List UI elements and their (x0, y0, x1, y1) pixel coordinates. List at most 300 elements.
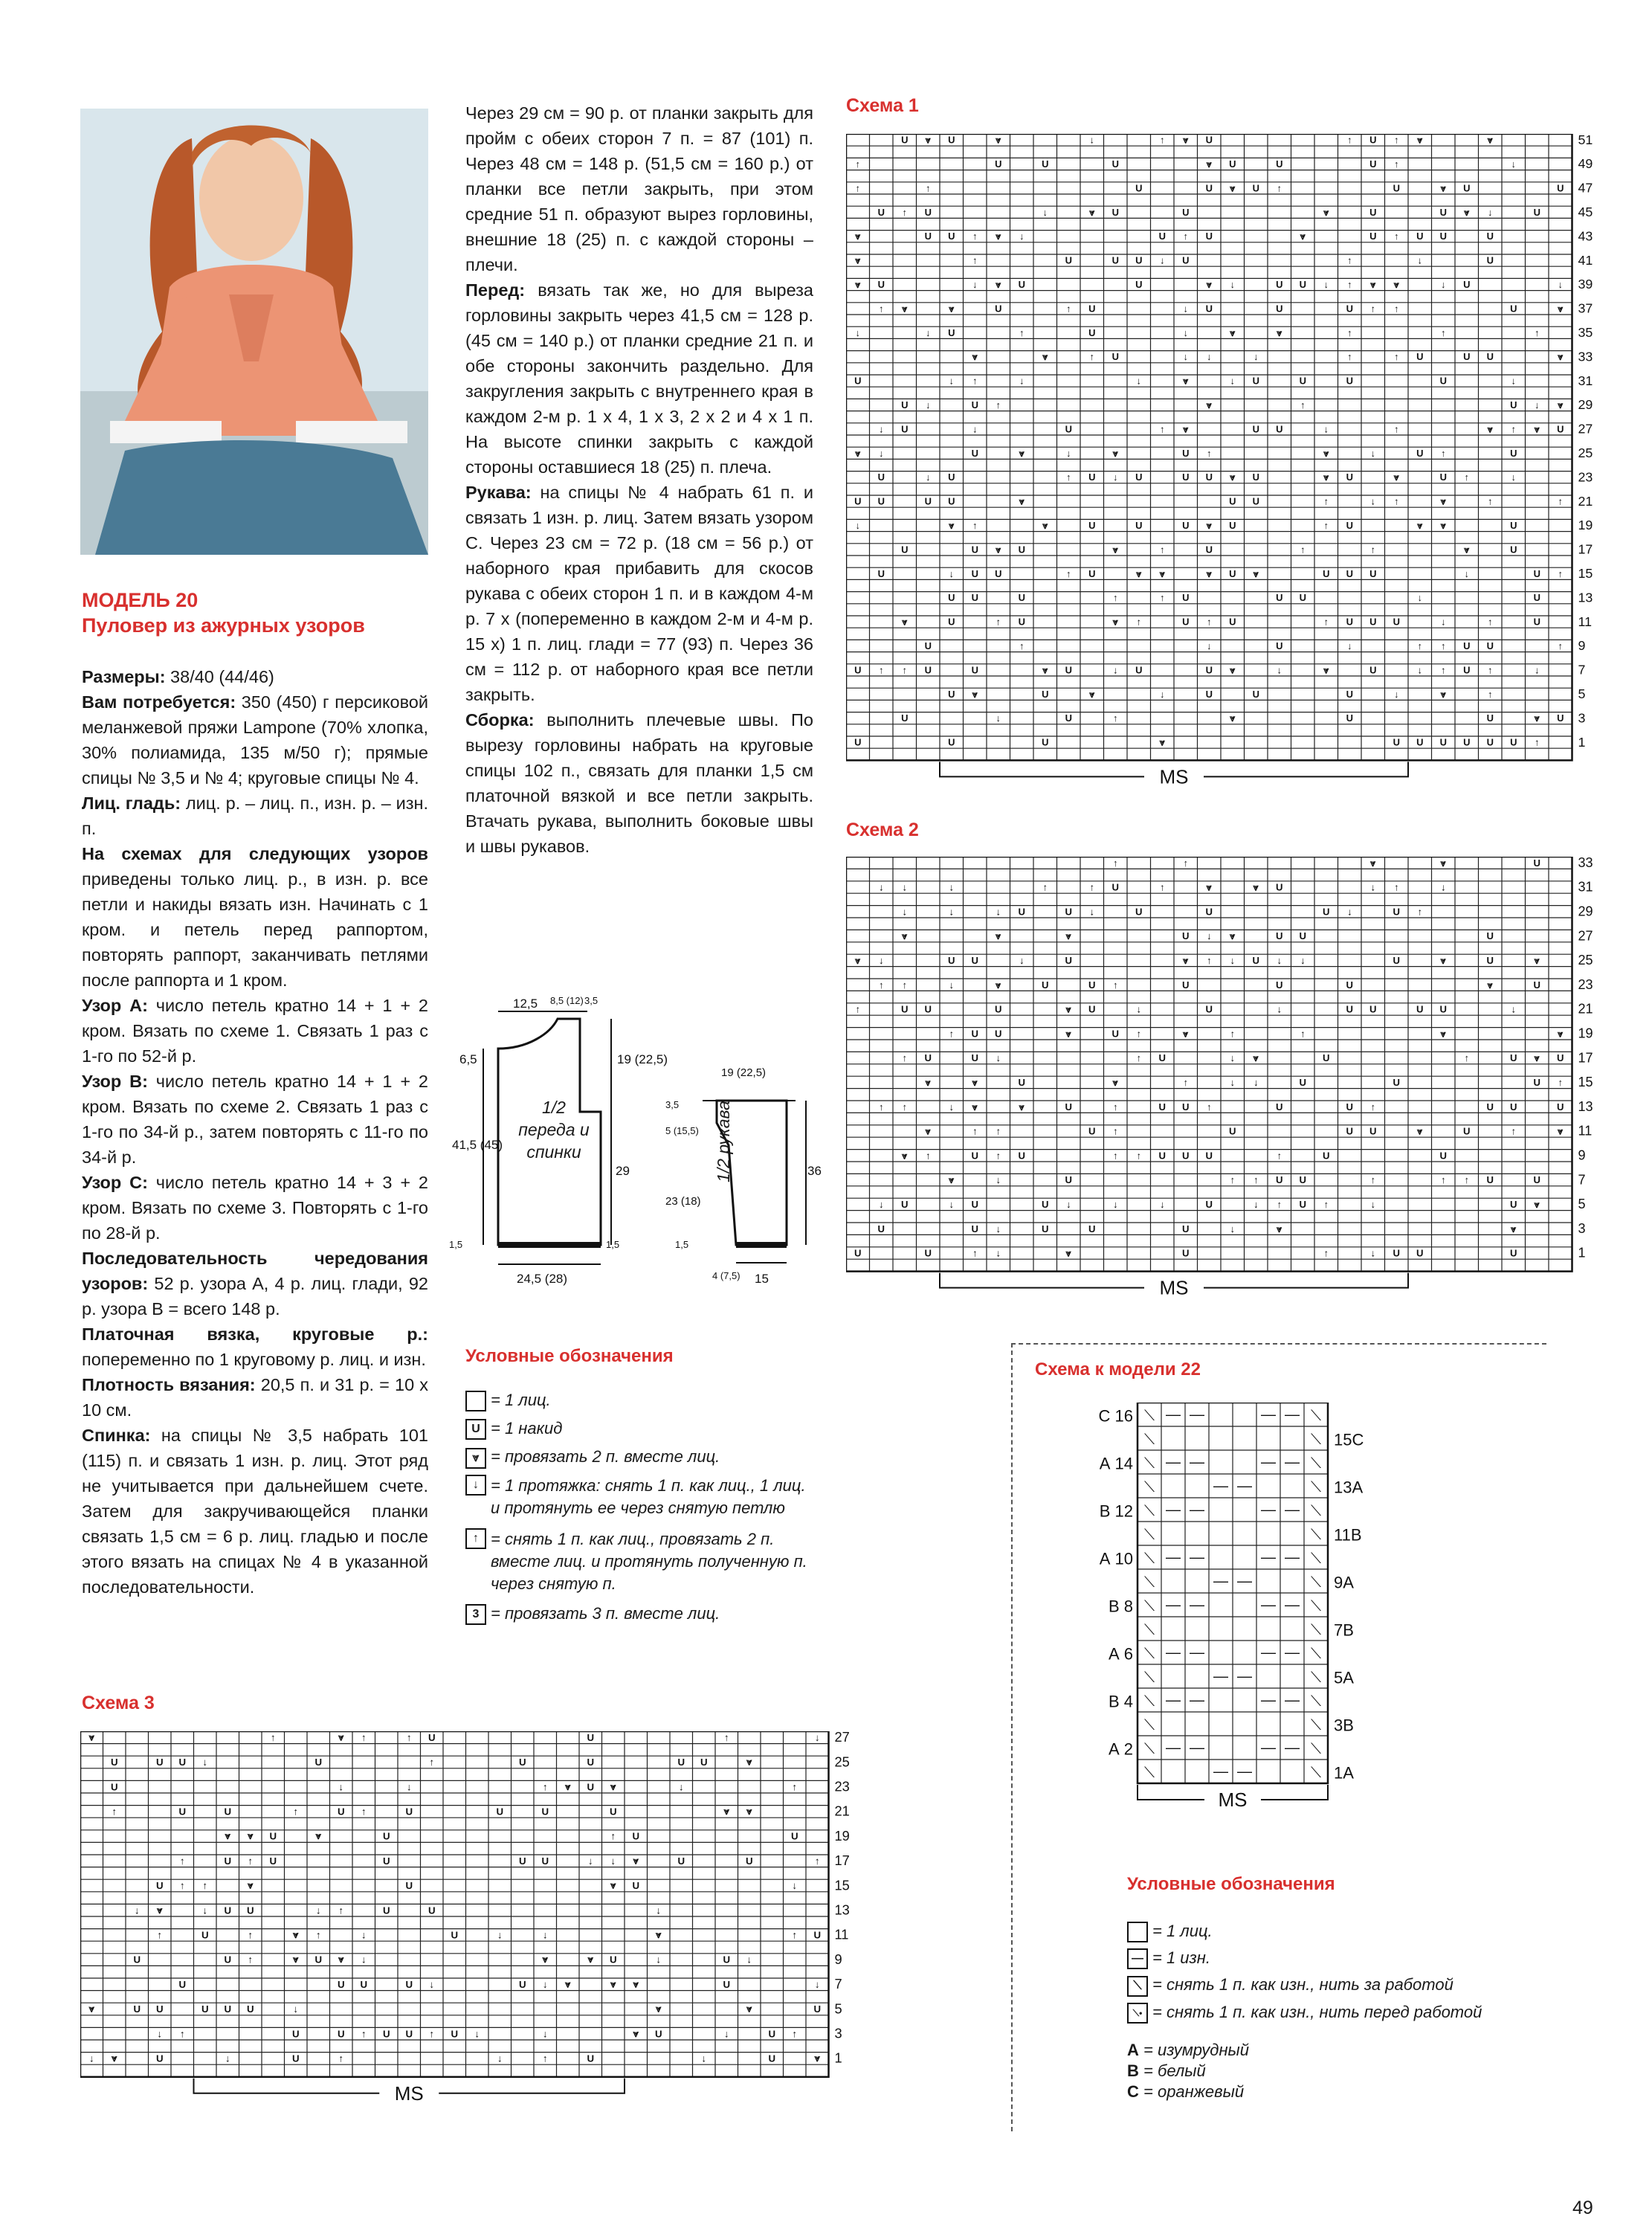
row-number: 35 (1578, 324, 1593, 340)
stitch-symbol: U (1557, 182, 1564, 194)
stitch-symbol: ⟍ (1144, 1622, 1155, 1638)
stitch-symbol: ⩔ (1393, 471, 1399, 483)
row-number: 31 (1578, 879, 1593, 895)
stitch-symbol: U (901, 1003, 909, 1015)
stitch-symbol: ↑ (1511, 423, 1516, 435)
stitch-symbol: ↓ (1019, 231, 1025, 242)
stitch-symbol: — (1213, 1573, 1228, 1590)
row-number: 23 (1578, 469, 1593, 485)
stitch-symbol: U (901, 134, 909, 146)
stitch-symbol: — (1285, 1692, 1300, 1709)
stitch-symbol: U (1510, 520, 1517, 532)
row-number: 29 (1578, 904, 1593, 919)
para-text: число петель кратно 14 + 3 + 2 кром. Вязать по схеме 3. Повторять с 1-го по 28-й р. (82, 1173, 428, 1243)
row-number: 11 (834, 1926, 849, 1942)
stitch-symbol: U (110, 1781, 118, 1793)
para-text: 20,5 п. и 31 р. = 10 х 10 см. (82, 1375, 428, 1420)
dim-sleeve-b: 5 (15,5) (665, 1125, 699, 1136)
stitch-symbol: ⩔ (1440, 954, 1446, 966)
stitch-symbol: ↓ (1511, 375, 1516, 387)
row-number: 9 (1578, 1147, 1586, 1163)
dim-height-total: 41,5 (45) (452, 1138, 503, 1152)
stitch-symbol: ↓ (1113, 664, 1118, 676)
stitch-symbol: ⩔ (1534, 1052, 1540, 1064)
stitch-symbol: ↓ (656, 1954, 662, 1966)
stitch-symbol: ↓ (878, 1198, 884, 1210)
stitch-symbol: ↑ (1370, 1101, 1376, 1113)
row-number: 47 (1578, 180, 1593, 196)
stitch-symbol: ↑ (1136, 1052, 1142, 1064)
row-number: 19 (1578, 1026, 1593, 1041)
stitch-symbol: ⟍ (1311, 1765, 1321, 1781)
stitch-symbol: ↑ (792, 2028, 798, 2040)
para-text: на спицы № 3,5 набрать 101 (115) п. и связать 1 изн. р. лиц. Этот ряд не учитывается при дальнейшем счете. Затем для закручивающейся планки связать 1,5 см = 6 р. лиц. гладью и после этого вязать на спицах № 4 в указанной последовательности. (82, 1426, 428, 1597)
stitch-symbol: ↑ (972, 375, 978, 387)
stitch-symbol: U (1533, 592, 1540, 604)
stitch-symbol: U (1439, 206, 1447, 218)
stitch-symbol: ↓ (134, 1905, 140, 1916)
stitch-symbol: ↑ (1066, 303, 1071, 315)
stitch-symbol: ↓ (949, 1101, 955, 1113)
stitch-symbol: ⩔ (112, 2053, 117, 2064)
stitch-symbol: U (1276, 423, 1283, 435)
para-label: Плотность вязания: (82, 1375, 256, 1394)
stitch-symbol: ↑ (1347, 326, 1352, 338)
row-number: 15 (1578, 1075, 1593, 1090)
stitch-symbol: ↑ (972, 1125, 978, 1137)
stitch-symbol: ↓ (656, 1905, 662, 1916)
stitch-symbol: ⩔ (1277, 326, 1282, 338)
stitch-symbol: ↓ (949, 979, 955, 991)
paragraph (82, 1246, 428, 1321)
stitch-symbol: ↑ (112, 1806, 117, 1818)
dim-sleeve-w1: 4 (7,5) (712, 1270, 741, 1281)
stitch-symbol: ⩔ (633, 1855, 639, 1867)
stitch-symbol: U (1346, 1101, 1353, 1113)
stitch-symbol: ⩔ (746, 1757, 752, 1768)
stitch-symbol: ↓ (1230, 1076, 1236, 1088)
stitch-symbol: U (877, 471, 885, 483)
stitch-symbol: U (1533, 1174, 1540, 1186)
stitch-symbol: ↓ (1535, 664, 1540, 676)
pattern-schematic (439, 989, 855, 1309)
stitch-symbol: U (1088, 303, 1096, 315)
stitch-symbol: U (700, 1757, 708, 1768)
paragraph (82, 1372, 428, 1423)
stitch-symbol: ↑ (879, 664, 884, 676)
stitch-symbol: ⩔ (587, 1954, 593, 1966)
scheme-3-grid (80, 1731, 883, 2118)
stitch-symbol: ⩔ (1370, 279, 1376, 291)
stitch-symbol: — (1166, 1406, 1181, 1423)
stitch-symbol: U (924, 640, 932, 652)
color-name: = оранжевый (1138, 2082, 1245, 2101)
paragraph (465, 100, 813, 277)
stitch-symbol: ↑ (338, 1905, 344, 1916)
stitch-symbol: U (1065, 1101, 1072, 1113)
dim-sleeve-c: 23 (18) (665, 1195, 701, 1208)
stitch-symbol: U (155, 2053, 164, 2064)
stitch-symbol: ⩔ (972, 351, 978, 363)
stitch-symbol: ↑ (972, 1247, 978, 1259)
stitch-symbol: ↓ (1441, 279, 1446, 291)
stitch-symbol: ↑ (949, 1028, 955, 1040)
row-number: 1 (1578, 734, 1586, 750)
stitch-symbol: U (901, 399, 909, 411)
stitch-symbol: U (587, 1757, 595, 1768)
row-label-right: 13А (1334, 1478, 1364, 1497)
stitch-symbol: ⩔ (1065, 930, 1071, 942)
stitch-symbol: ↓ (1347, 640, 1352, 652)
stitch-symbol: — (1166, 1501, 1181, 1519)
stitch-symbol: U (1486, 930, 1494, 942)
stitch-symbol: U (790, 1830, 798, 1842)
stitch-symbol: ↑ (902, 664, 907, 676)
stitch-symbol: U (1393, 1247, 1400, 1259)
stitch-symbol: ⩔ (542, 1954, 548, 1966)
stitch-symbol: ⩔ (1206, 158, 1212, 170)
para-label: Вам потребуется: (82, 692, 236, 712)
stitch-symbol: ↑ (926, 182, 931, 194)
para-label: На схемах для следующих узоров (82, 844, 428, 863)
stitch-symbol: ↑ (1394, 351, 1399, 363)
stitch-symbol: ↑ (1323, 1198, 1329, 1210)
row-number: 37 (1578, 300, 1593, 316)
stitch-symbol: — (1237, 1668, 1252, 1685)
stitch-symbol: ⟍ (1311, 1432, 1321, 1448)
stitch-symbol: ⩔ (996, 930, 1001, 942)
row-number: 17 (1578, 541, 1593, 557)
stitch-symbol: U (1346, 471, 1353, 483)
stitch-symbol: ↑ (248, 1855, 254, 1867)
stitch-symbol: U (1346, 712, 1353, 724)
stitch-symbol: ⩔ (1159, 567, 1165, 579)
stitch-symbol: ↓ (878, 881, 884, 893)
stitch-symbol: ↓ (1417, 664, 1422, 676)
stitch-symbol: ↑ (1112, 979, 1118, 991)
stitch-symbol: ⩔ (1230, 326, 1236, 338)
stitch-symbol: ⟍ (1311, 1408, 1321, 1424)
row-label-left: В 8 (1108, 1597, 1133, 1616)
stitch-symbol: U (291, 2053, 300, 2064)
stitch-symbol: U (948, 954, 955, 966)
stitch-symbol: U (1557, 712, 1564, 724)
stitch-symbol: ↓ (792, 1880, 798, 1892)
stitch-symbol: ↑ (814, 1855, 820, 1867)
row-number: 27 (834, 1731, 850, 1745)
stitch-symbol: ⩔ (1206, 881, 1212, 893)
stitch-symbol: U (924, 664, 932, 676)
stitch-symbol: — (1166, 1549, 1181, 1566)
row-number: 1 (1578, 1245, 1586, 1261)
grid-cells (80, 1731, 829, 2077)
stitch-symbol: U (1463, 736, 1471, 748)
ms-label: MS (1159, 765, 1189, 788)
stitch-symbol: U (948, 616, 955, 628)
stitch-symbol: ↑ (1441, 447, 1446, 459)
para-label: Рукава: (465, 483, 532, 502)
stitch-symbol: ↓ (949, 881, 955, 893)
stitch-symbol: ⩔ (1183, 1028, 1189, 1040)
stitch-symbol: U (1299, 930, 1306, 942)
stitch-symbol: ↓ (1183, 303, 1188, 315)
stitch-symbol: ↓ (1042, 206, 1048, 218)
stitch-symbol: U (1135, 906, 1143, 918)
stitch-symbol: ↓ (1370, 1198, 1376, 1210)
stitch-symbol: ⩔ (1065, 1003, 1071, 1015)
stitch-symbol: ↑ (1300, 544, 1306, 556)
scheme-1-title: Схема 1 (846, 95, 919, 116)
stitch-symbol: ↑ (1113, 592, 1118, 604)
row-number: 45 (1578, 204, 1593, 219)
stitch-symbol: U (155, 1757, 164, 1768)
stitch-symbol: ↓ (202, 1905, 208, 1916)
stitch-symbol: ↓ (878, 954, 884, 966)
stitch-symbol: U (1369, 134, 1377, 146)
stitch-symbol: U (382, 1830, 390, 1842)
para-label: Узор В: (82, 1072, 148, 1091)
row-label-right: 11В (1334, 1525, 1362, 1545)
stitch-symbol: ↑ (1066, 471, 1071, 483)
row-number: 11 (1578, 614, 1592, 629)
stitch-symbol: ↑ (878, 1101, 884, 1113)
stitch-symbol: ⩔ (633, 1978, 639, 1990)
stitch-symbol: ⩔ (1253, 1052, 1259, 1064)
stitch-symbol: U (224, 1806, 232, 1818)
stitch-symbol: U (1393, 906, 1400, 918)
stitch-symbol: ↓ (855, 326, 860, 338)
stitch-symbol: U (1135, 520, 1143, 532)
stitch-symbol: ↓ (1323, 423, 1329, 435)
stitch-symbol: U (382, 1855, 390, 1867)
legend-item (465, 1389, 815, 1411)
stitch-symbol: ↓ (972, 279, 978, 291)
stitch-symbol: U (1158, 1101, 1166, 1113)
stitch-symbol: U (1439, 375, 1447, 387)
stitch-symbol: ↑ (1277, 1150, 1282, 1162)
stitch-symbol: U (1299, 1076, 1306, 1088)
stitch-symbol: ↑ (248, 1954, 254, 1966)
stitch-symbol: ⩔ (1136, 567, 1142, 579)
stitch-symbol: U (1299, 1198, 1306, 1210)
stitch-symbol: U (382, 1905, 390, 1916)
stitch-symbol: ⩔ (949, 520, 955, 532)
stitch-symbol: U (901, 712, 909, 724)
stitch-symbol: ↑ (855, 182, 860, 194)
stitch-symbol: — (1237, 1478, 1252, 1495)
stitch-symbol: U (1252, 423, 1259, 435)
stitch-symbol: U (654, 2028, 662, 2040)
stitch-symbol: ↑ (1440, 1174, 1446, 1186)
legend-2 (1127, 1920, 1543, 2102)
stitch-symbol: ⩔ (1464, 206, 1470, 218)
row-label-right: 5А (1334, 1668, 1354, 1687)
stitch-symbol: ↑ (1160, 592, 1165, 604)
para-text: Через 29 см = 90 р. от планки закрыть для пройм с обеих сторон 7 п. = 87 (101) п. Через 48 см = 148 р. (51,5 см = 160 р.) от планки все петли закрыть, при этом средние 51 п. образуют вырез горловины, внешние 18 (25) п. с каждой стороны – плечи. (465, 103, 813, 274)
stitch-symbol: U (948, 495, 955, 507)
stitch-symbol: ⩔ (157, 1905, 163, 1916)
legend-item (465, 1475, 815, 1519)
stitch-symbol: — (1213, 1763, 1228, 1780)
paragraph (82, 689, 428, 791)
stitch-symbol: ⩔ (225, 1830, 230, 1842)
stitch-symbol: U (1486, 712, 1494, 724)
stitch-symbol: U (337, 1806, 345, 1818)
stitch-symbol: U (1346, 567, 1353, 579)
stitch-symbol: ⩔ (1019, 1101, 1025, 1113)
row-number: 21 (1578, 1001, 1593, 1017)
stitch-symbol: ⩔ (293, 1954, 299, 1966)
stitch-symbol: ↓ (1230, 1223, 1236, 1234)
stitch-symbol: ⩔ (656, 1929, 662, 1941)
stitch-symbol: ↓ (996, 1247, 1001, 1259)
stitch-symbol: ↑ (902, 1101, 908, 1113)
stitch-symbol: ⩔ (1417, 134, 1423, 146)
stitch-symbol: ⩔ (315, 1830, 321, 1842)
stitch-symbol: ↑ (202, 1880, 208, 1892)
stitch-symbol: U (1463, 640, 1471, 652)
stitch-symbol: ⩔ (1042, 664, 1048, 676)
stitch-symbol: U (1463, 351, 1471, 363)
stitch-symbol: ↓ (361, 1954, 367, 1966)
stitch-symbol: ⟍ (1144, 1551, 1155, 1567)
stitch-symbol: ↑ (1394, 303, 1399, 315)
stitch-symbol: ⩔ (293, 1929, 299, 1941)
stitch-symbol: ↓ (1230, 279, 1235, 291)
stitch-symbol: U (1439, 1150, 1447, 1162)
stitch-symbol: ↓ (926, 326, 931, 338)
color-code: В (1127, 2061, 1139, 2080)
stitch-symbol: U (451, 1929, 459, 1941)
stitch-symbol: U (587, 1731, 595, 1743)
row-number: 13 (834, 1902, 850, 1918)
stitch-symbol: ⟍ (1144, 1408, 1155, 1424)
stitch-symbol: ⩔ (902, 930, 908, 942)
stitch-symbol: U (1229, 567, 1236, 579)
stitch-symbol: — (1190, 1644, 1204, 1661)
row-number: 21 (1578, 493, 1593, 509)
stitch-symbol: ↑ (1207, 616, 1212, 628)
stitch-symbol: ⩔ (88, 2003, 94, 2015)
stitch-symbol: — (1285, 1739, 1300, 1757)
stitch-symbol: U (1393, 1076, 1400, 1088)
stitch-symbol: U (1533, 1076, 1540, 1088)
stitch-symbol: U (269, 1830, 277, 1842)
para-text: лиц. р. – лиц. п., изн. р. – изн. п. (82, 793, 428, 838)
stitch-symbol: ↑ (1347, 134, 1352, 146)
color-name: = изумрудный (1138, 2040, 1249, 2059)
legend-item (1127, 1920, 1543, 1942)
color-code: С (1127, 2082, 1139, 2101)
stitch-symbol: — (1190, 1454, 1204, 1471)
stitch-symbol: U (971, 592, 978, 604)
para-text: на спицы № 4 набрать 61 п. и связать 1 изн. р. лиц. Затем вязать узором С. Через 23 см = 72 р. (18 см = 56 р.) от наборного края прибавить для скосов рукава с обеих сторон 1 п. и в каждом 4-м р. 7 х (попеременно в каждом 2-м и 4-м р. 15 х) 1 п. лиц. глади = 77 (93) п. Через 36 см = 112 р. от наборного края все петли закрыть. (465, 483, 813, 704)
stitch-symbol: U (1135, 254, 1143, 266)
stitch-symbol: ↓ (996, 1174, 1001, 1186)
stitch-symbol: ↑ (878, 979, 884, 991)
legend-1 (465, 1389, 815, 1625)
stitch-symbol: ↑ (1394, 423, 1399, 435)
row-number: 19 (1578, 518, 1593, 533)
stitch-symbol: U (201, 1929, 209, 1941)
stitch-symbol: U (1182, 1101, 1190, 1113)
stitch-symbol: — (1166, 1597, 1181, 1614)
stitch-symbol: ↑ (179, 1855, 185, 1867)
stitch-symbol: ⩔ (1183, 134, 1189, 146)
stitch-symbol: ↑ (1089, 881, 1095, 893)
stitch-symbol: ↑ (1417, 906, 1423, 918)
color-code: А (1127, 2040, 1139, 2059)
legend-item (1127, 1947, 1543, 1969)
stitch-symbol: ↓ (610, 1855, 616, 1867)
stitch-symbol: ⩔ (996, 979, 1001, 991)
stitch-symbol: ↓ (746, 1954, 752, 1966)
para-text: вязать так же, но для выреза горловины закрыть через 41,5 см = 128 р. (45 см = 140 р.) от планки средние 21 п. и обе стороны закончить раздельно. Для закругления закрыть с внутреннего края в каждом 2-м р. 1 х 4, 1 х 3, 2 х 2 и 4 х 1 п. На высоте спинки закрыть с каждой стороны оставшиеся 18 (25) п. плеча. (465, 280, 813, 477)
stitch-symbol: U (178, 1978, 187, 1990)
stitch-symbol: ⩔ (1112, 544, 1118, 556)
stitch-symbol: ↑ (996, 1125, 1001, 1137)
stitch-symbol: U (1346, 979, 1353, 991)
row-number: 3 (1578, 710, 1586, 726)
stitch-symbol: U (971, 664, 978, 676)
stitch-symbol: — (1285, 1597, 1300, 1614)
stitch-symbol: ⩔ (1112, 616, 1118, 628)
stitch-symbol: U (224, 1855, 232, 1867)
stitch-symbol: ⩔ (656, 2003, 662, 2015)
legend-item (465, 1528, 815, 1595)
stitch-symbol: U (1205, 1198, 1213, 1210)
stitch-symbol: U (948, 736, 955, 748)
stitch-symbol: ⩔ (1206, 279, 1212, 291)
stitch-symbol: U (877, 567, 885, 579)
stitch-symbol: ⟍ (1311, 1551, 1321, 1567)
stitch-symbol: U (405, 1880, 413, 1892)
stitch-symbol: ↓ (678, 1781, 684, 1793)
row-number: 19 (834, 1827, 850, 1844)
stitch-symbol: ⩔ (565, 1781, 571, 1793)
stitch-symbol: U (451, 2028, 459, 2040)
stitch-symbol: U (382, 2028, 390, 2040)
stitch-symbol: — (1166, 1644, 1181, 1661)
stitch-symbol: ↑ (1160, 423, 1165, 435)
stitch-symbol: U (1042, 1223, 1049, 1234)
stitch-symbol: U (1182, 1247, 1190, 1259)
row-label-left: А 6 (1108, 1644, 1133, 1664)
stitch-symbol: U (587, 1781, 595, 1793)
paragraph (82, 664, 428, 689)
stitch-symbol: ↓ (1066, 447, 1071, 459)
stitch-symbol: ↓ (1535, 399, 1540, 411)
stitch-symbol: ↓ (1253, 1198, 1259, 1210)
stitch-symbol: U (405, 1978, 413, 1990)
stitch-symbol: U (1205, 688, 1213, 700)
stitch-symbol: U (854, 664, 862, 676)
stitch-symbol: ↓ (1277, 1003, 1282, 1015)
slip-wyif-icon: ⟍• (1127, 2003, 1148, 2024)
paragraph (82, 791, 428, 841)
paragraph (82, 993, 428, 1069)
stitch-symbol: U (971, 1223, 978, 1234)
stitch-symbol: U (246, 2003, 254, 2015)
stitch-symbol: ↑ (361, 1731, 367, 1743)
stitch-symbol: ↓ (1464, 567, 1469, 579)
stitch-symbol: ↓ (1230, 954, 1236, 966)
stitch-symbol: ⟍ (1144, 1717, 1155, 1733)
paragraph (465, 480, 813, 707)
stitch-symbol: U (1018, 592, 1025, 604)
stitch-symbol: ↑ (179, 1880, 185, 1892)
stitch-symbol: ⟍ (1144, 1765, 1155, 1781)
